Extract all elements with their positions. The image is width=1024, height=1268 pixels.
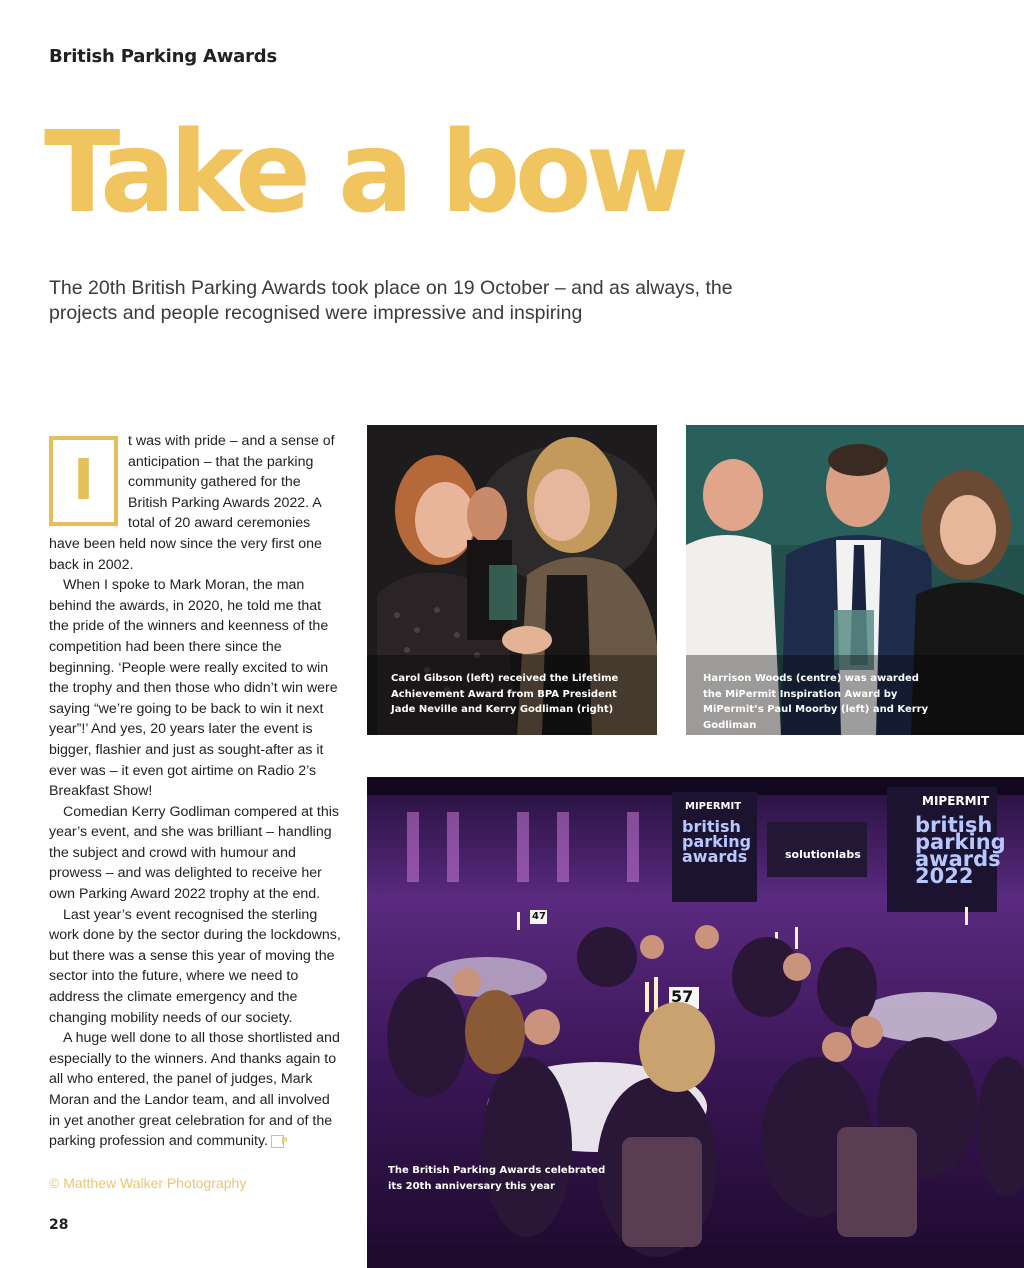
photo-caption: The British Parking Awards celebrated its 20th anniversary this year	[388, 1165, 606, 1192]
photo-lifetime-achievement	[367, 425, 657, 735]
screen-title-line: british	[915, 813, 993, 837]
screen-year: 2022	[915, 864, 974, 888]
table-number-card: 47	[532, 911, 546, 922]
drop-cap: I	[49, 436, 118, 526]
sponsor-logo: solutionlabs	[785, 848, 861, 861]
article-paragraph: Comedian Kerry Godliman compered at this year’s event, and she was brilliant – handling the subject and crowd with humour and prowess – and was delighted to receive her own Parking Award 2022 trophy at the end.	[49, 803, 339, 903]
photo-credit: © Matthew Walker Photography	[49, 1175, 247, 1191]
table-number-card: 57	[671, 987, 694, 1006]
screen-title-line: awards	[682, 847, 748, 866]
photo-mipermit-award	[686, 425, 1024, 735]
article-paragraph: When I spoke to Mark Moran, the man behind the awards, in 2020, he told me that the pride of the winners and keenness of the competition had been there since the beginning. ‘People were really excited to win the trophy and then those who didn’t win were saying “we’re going to be back to win it next year”!’ And yes, 20 years later the event is bigger, flashier and just as sought-after as it ever was – it even got airtime on Radio 2’s Breakfast Show!	[49, 577, 338, 800]
screen-title-line: parking	[682, 832, 752, 851]
screen-sponsor-logo: MIPERMIT	[685, 801, 742, 812]
page-number: 28	[49, 1217, 69, 1233]
article-paragraph: Last year’s event recognised the sterling work done by the sector during the lockdowns, but there was a sense this year of moving the sector into the future, where we need to address the climate emergency and the changing mobility needs of our society.	[49, 906, 341, 1026]
screen-title-right	[915, 813, 1006, 888]
photo-caption: Harrison Woods (centre) was awarded the MiPermit Inspiration Award by MiPermit’s Paul Moorby (left) and Kerry Godliman	[703, 673, 929, 731]
standfirst: The 20th British Parking Awards took place on 19 October – and as always, the projects and people recognised were impressive and inspiring	[49, 277, 733, 324]
screen-sponsor-logo: MIPERMIT	[922, 794, 990, 808]
photo-caption: Carol Gibson (left) received the Lifetime Achievement Award from BPA President Jade Neville and Kerry Godliman (right)	[391, 673, 619, 715]
screen-title-left	[682, 819, 751, 864]
article-paragraph: t was with pride – and a sense of anticipation – that the parking community gathered for the British Parking Awards 2022. A total of 20 award ceremonies have been held now since the very first one back in 2002.	[49, 433, 335, 573]
page-title: Take a bow	[44, 108, 684, 238]
section-label: British Parking Awards	[49, 46, 277, 67]
screen-title-line: british	[682, 817, 741, 836]
end-of-article-icon: P	[271, 1135, 284, 1148]
article-paragraph-last	[49, 1028, 341, 1152]
screen-title-line: awards	[915, 847, 1001, 871]
screen-title-line: parking	[915, 830, 1006, 854]
article-body	[49, 431, 341, 1152]
photo-awards-dinner	[367, 777, 1024, 1268]
article-paragraph-text: A huge well done to all those shortlisted and especially to the winners. And thanks again to all who entered, the panel of judges, Mark Moran and the Landor team, and all involved in yet another great celebration for and of the parking profession and community.	[49, 1030, 340, 1150]
